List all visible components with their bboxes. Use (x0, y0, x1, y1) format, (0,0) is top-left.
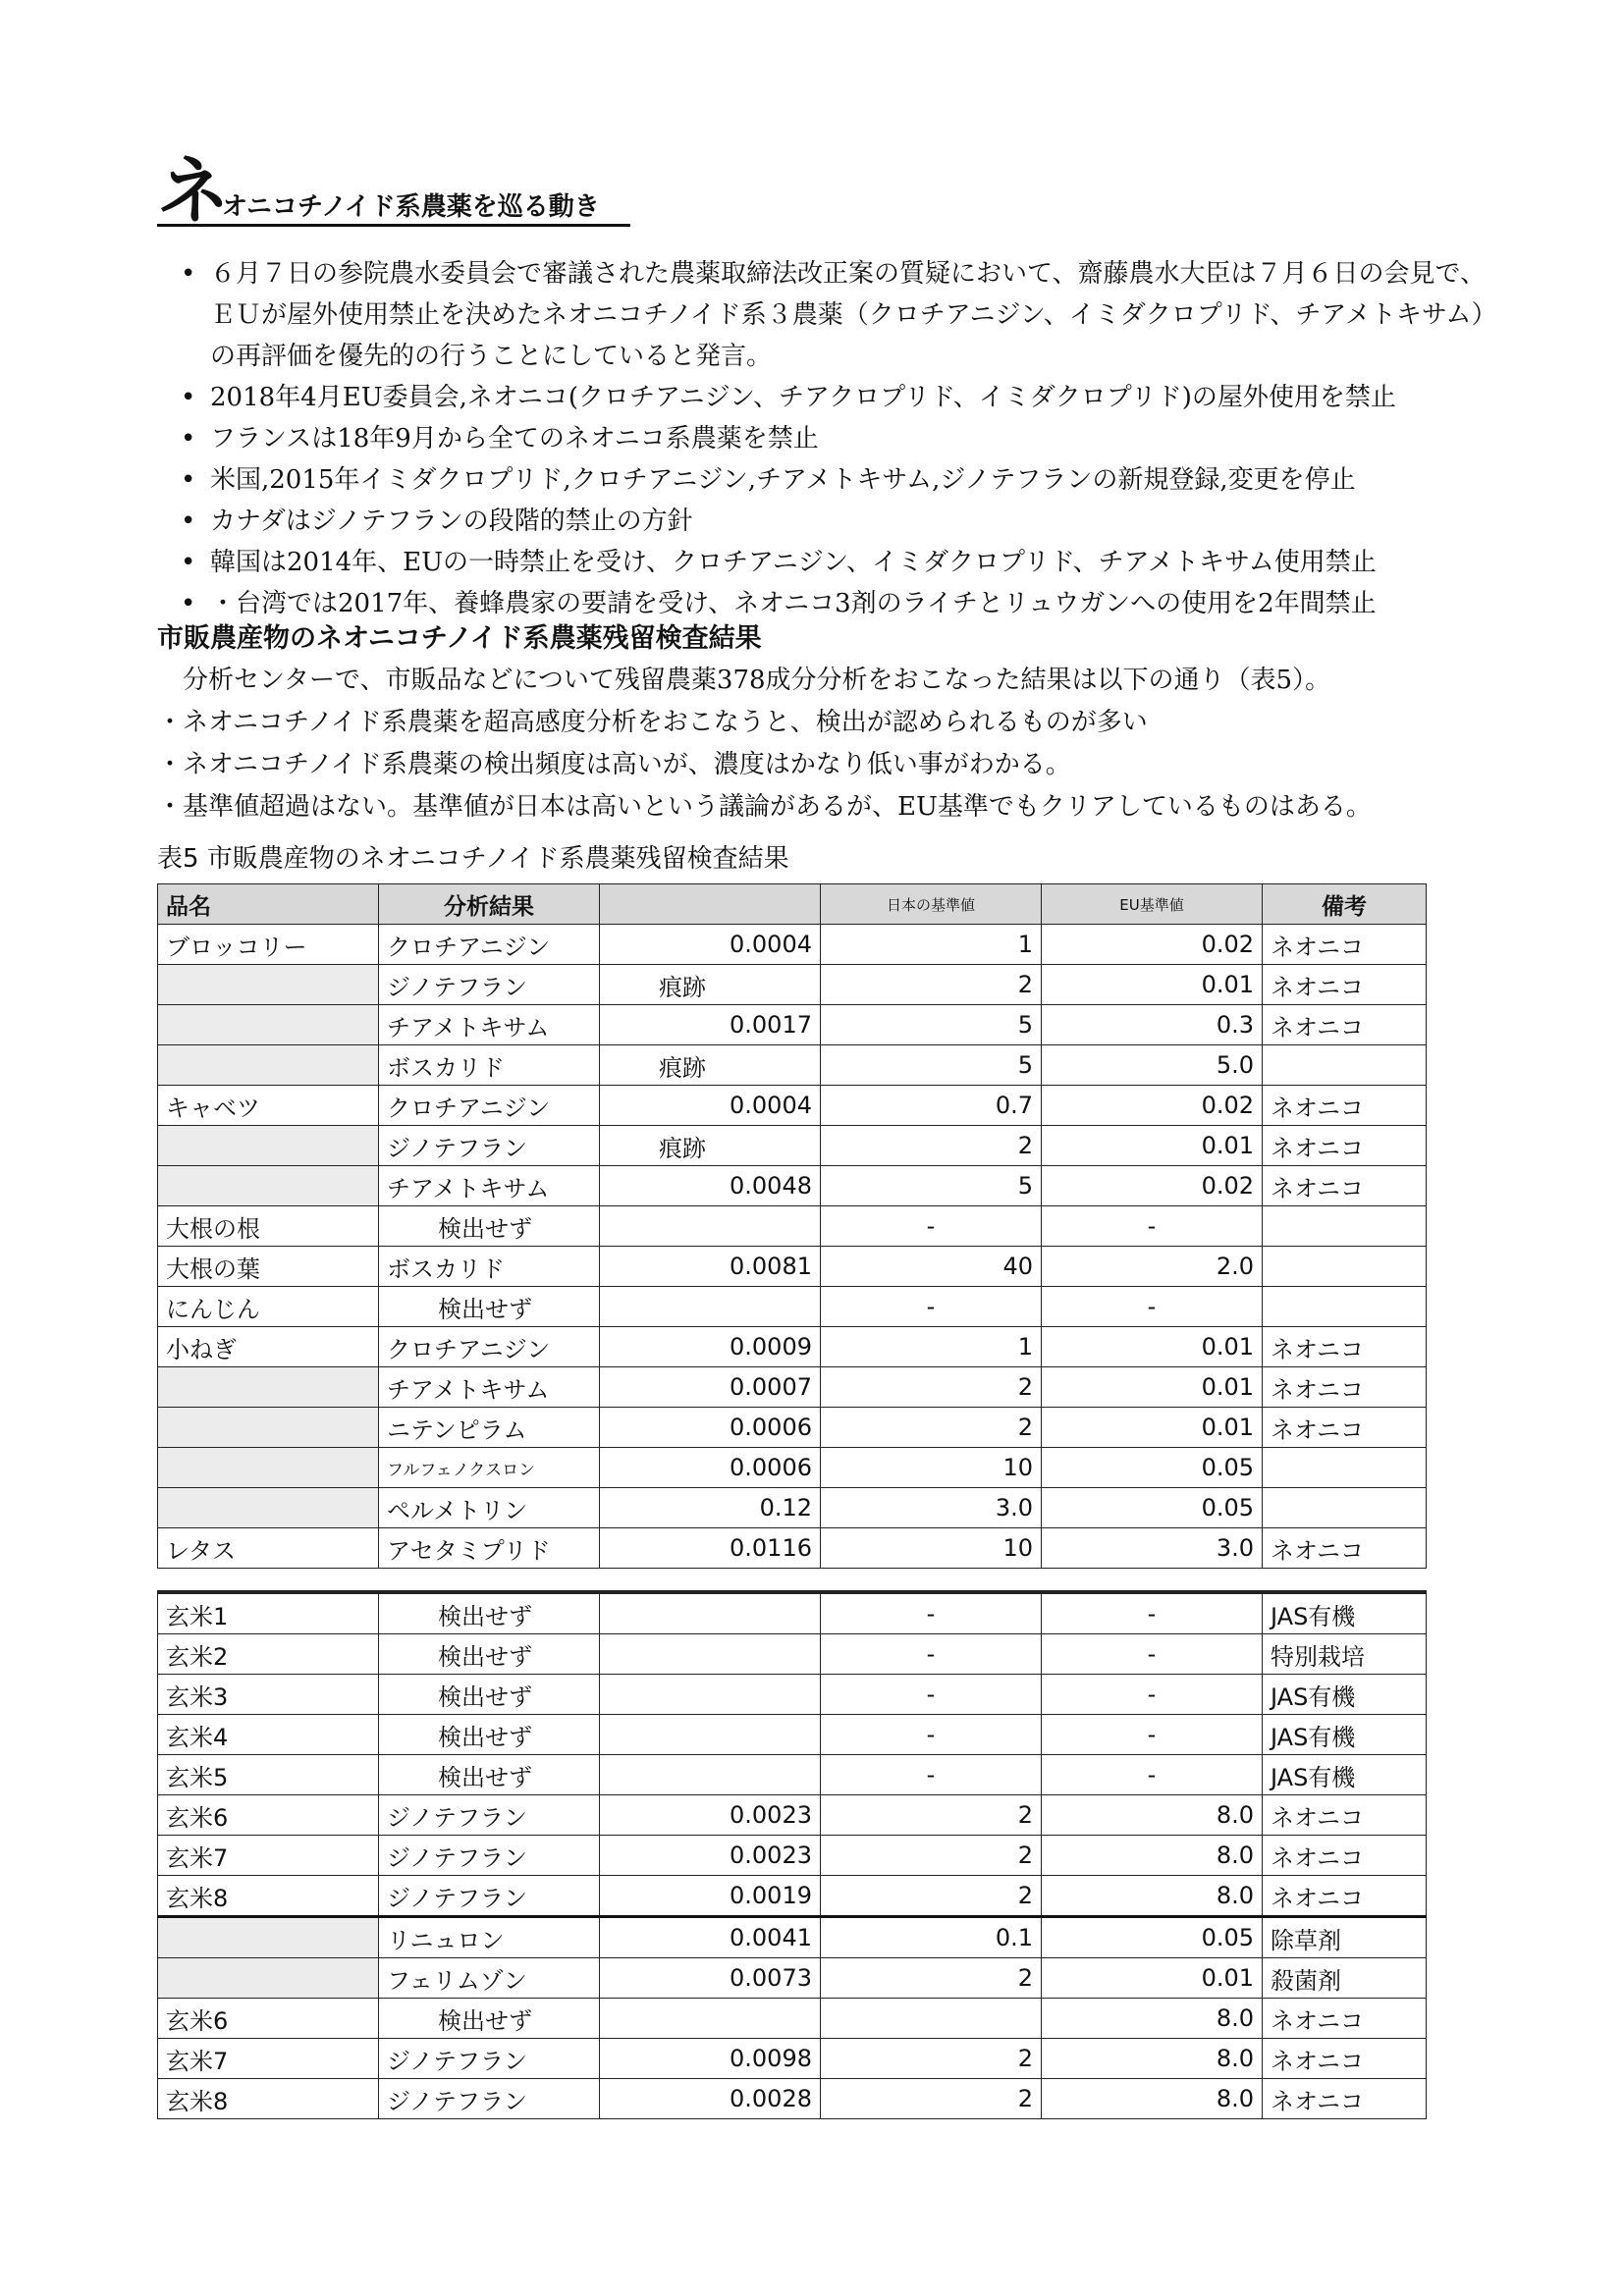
cell-note: ネオニコ (1263, 2079, 1427, 2119)
cell-eu-standard: 8.0 (1042, 2039, 1263, 2079)
cell-japan-standard: 2 (821, 1795, 1042, 1836)
cell-product: 玄米7 (158, 2039, 379, 2079)
cell-value (600, 1287, 821, 1327)
cell-product: ブロッコリー (158, 925, 379, 965)
bullet-icon: • (181, 383, 196, 412)
cell-pesticide: 検出せず (379, 1634, 600, 1675)
cell-eu-standard: - (1042, 1206, 1263, 1247)
cell-note: ネオニコ (1263, 1005, 1427, 1045)
cell-japan-standard: 2 (821, 1958, 1042, 1999)
bullet-text: ６月７日の参院農水委員会で審議された農薬取締法改正案の質疑において、齋藤農水大臣は７月６日の会見で、ＥＵが屋外使用禁止を決めたネオニコチノイド系３農薬（クロチアニジン、イミダクロプリド、チアメトキサム）の再評価を優先的の行うことにしていると発言。 (210, 259, 1497, 371)
header-name: 品名 (158, 884, 379, 925)
cell-eu-standard: 0.05 (1042, 1448, 1263, 1488)
table-row (158, 1005, 1427, 1045)
cell-note: ネオニコ (1263, 1086, 1427, 1126)
bullet-icon: • (181, 548, 196, 577)
cell-note: ネオニコ (1263, 1166, 1427, 1206)
cell-eu-standard: 8.0 (1042, 2079, 1263, 2119)
cell-product: 玄米6 (158, 1795, 379, 1836)
cell-pesticide: アセタミプリド (379, 1528, 600, 1569)
bullet-item (181, 459, 1498, 501)
bullet-item (181, 542, 1498, 583)
cell-eu-standard: 0.01 (1042, 1126, 1263, 1166)
cell-japan-standard: 2 (821, 2079, 1042, 2119)
cell-pesticide: フェリムゾン (379, 1958, 600, 1999)
cell-japan-standard: 2 (821, 965, 1042, 1005)
page-title (157, 149, 630, 234)
cell-eu-standard: 0.05 (1042, 1917, 1263, 1958)
cell-note: ネオニコ (1263, 1367, 1427, 1408)
cell-pesticide: ジノテフラン (379, 2079, 600, 2119)
cell-japan-standard: 5 (821, 1005, 1042, 1045)
cell-pesticide: 検出せず (379, 1592, 600, 1634)
cell-value: 0.0019 (600, 1876, 821, 1917)
cell-pesticide: 検出せず (379, 1287, 600, 1327)
cell-japan-standard: - (821, 1634, 1042, 1675)
cell-value: 0.0006 (600, 1408, 821, 1448)
cell-pesticide: ジノテフラン (379, 1876, 600, 1917)
cell-value (600, 1206, 821, 1247)
bullet-icon: • (181, 465, 196, 495)
cell-product: 玄米8 (158, 2079, 379, 2119)
cell-pesticide: ジノテフラン (379, 1795, 600, 1836)
table-row (158, 1206, 1427, 1247)
title-first-char: ネ (157, 149, 230, 234)
header-value (600, 884, 821, 925)
cell-value: 0.0023 (600, 1795, 821, 1836)
cell-product: 小ねぎ (158, 1327, 379, 1367)
cell-japan-standard: 2 (821, 1367, 1042, 1408)
cell-note (1263, 1247, 1427, 1287)
table-row (158, 2039, 1427, 2079)
cell-product: 玄米4 (158, 1715, 379, 1755)
cell-product (158, 965, 379, 1005)
bullet-text: 米国,2015年イミダクロプリド,クロチアニジン,チアメトキサム,ジノテフランの新規登録,変更を停止 (210, 465, 1356, 495)
header-note: 備考 (1263, 884, 1427, 925)
cell-eu-standard: 0.02 (1042, 1086, 1263, 1126)
cell-japan-standard: 3.0 (821, 1488, 1042, 1528)
cell-note: JAS有機 (1263, 1715, 1427, 1755)
cell-value: 痕跡 (600, 1045, 821, 1086)
cell-note (1263, 1448, 1427, 1488)
bullet-item (181, 377, 1498, 418)
bullet-text: 韓国は2014年、EUの一時禁止を受け、クロチアニジン、イミダクロプリド、チアメトキサム使用禁止 (210, 548, 1377, 577)
cell-value (600, 1755, 821, 1795)
cell-japan-standard: 40 (821, 1247, 1042, 1287)
cell-note: JAS有機 (1263, 1675, 1427, 1715)
cell-pesticide: フルフェノクスロン (379, 1448, 600, 1488)
cell-value: 0.0009 (600, 1327, 821, 1367)
cell-note: JAS有機 (1263, 1755, 1427, 1795)
table-row (158, 1086, 1427, 1126)
bullet-item (181, 253, 1498, 377)
cell-value: 痕跡 (600, 965, 821, 1005)
cell-value: 0.0041 (600, 1917, 821, 1958)
table-row (158, 1755, 1427, 1795)
cell-note (1263, 1045, 1427, 1086)
cell-eu-standard: - (1042, 1755, 1263, 1795)
cell-japan-standard: 2 (821, 1836, 1042, 1876)
section-heading: 市販農産物のネオニコチノイド系農薬残留検査結果 (157, 623, 762, 654)
section-point: ・基準値超過はない。基準値が日本は高いという議論があるが、EU基準でもクリアしているものはある。 (157, 792, 1372, 822)
cell-japan-standard: 2 (821, 2039, 1042, 2079)
cell-value (600, 1634, 821, 1675)
cell-product: にんじん (158, 1287, 379, 1327)
cell-value: 0.0028 (600, 2079, 821, 2119)
table-row (158, 1917, 1427, 1958)
header-result: 分析結果 (379, 884, 600, 925)
cell-value: 0.0004 (600, 925, 821, 965)
header-eu-standard: EU基準値 (1042, 884, 1263, 925)
cell-eu-standard: 8.0 (1042, 1999, 1263, 2039)
cell-pesticide: リニュロン (379, 1917, 600, 1958)
cell-japan-standard: 1 (821, 1327, 1042, 1367)
cell-product: 玄米2 (158, 1634, 379, 1675)
cell-pesticide: ジノテフラン (379, 2039, 600, 2079)
cell-product (158, 1408, 379, 1448)
table-body (158, 925, 1427, 1569)
cell-product (158, 1917, 379, 1958)
bullet-icon: • (181, 424, 196, 454)
table-row (158, 1126, 1427, 1166)
cell-product: 玄米6 (158, 1999, 379, 2039)
cell-note (1263, 1287, 1427, 1327)
table-row (158, 1488, 1427, 1528)
cell-product (158, 1005, 379, 1045)
cell-eu-standard: - (1042, 1634, 1263, 1675)
cell-value: 0.0017 (600, 1005, 821, 1045)
bullet-text: カナダはジノテフランの段階的禁止の方針 (210, 507, 693, 536)
residue-table-brown-rice (157, 1590, 1427, 2119)
cell-pesticide: ペルメトリン (379, 1488, 600, 1528)
cell-pesticide: 検出せず (379, 1755, 600, 1795)
cell-product: 玄米1 (158, 1592, 379, 1634)
cell-product: 玄米7 (158, 1836, 379, 1876)
table-row (158, 1634, 1427, 1675)
table-header-row (158, 884, 1427, 925)
cell-note: ネオニコ (1263, 1876, 1427, 1917)
cell-product (158, 1045, 379, 1086)
cell-pesticide: チアメトキサム (379, 1367, 600, 1408)
cell-note: ネオニコ (1263, 1408, 1427, 1448)
bullet-icon: • (181, 259, 196, 289)
title-text: オニコチノイド系農薬を巡る動き (222, 192, 600, 222)
table-row (158, 1876, 1427, 1917)
cell-eu-standard: 8.0 (1042, 1836, 1263, 1876)
cell-eu-standard: 3.0 (1042, 1528, 1263, 1569)
cell-japan-standard: 1 (821, 925, 1042, 965)
cell-pesticide: クロチアニジン (379, 1086, 600, 1126)
cell-pesticide: ニテンピラム (379, 1408, 600, 1448)
cell-pesticide: ジノテフラン (379, 1126, 600, 1166)
cell-eu-standard: 0.01 (1042, 1958, 1263, 1999)
cell-product: キャベツ (158, 1086, 379, 1126)
cell-japan-standard: - (821, 1715, 1042, 1755)
cell-eu-standard: 0.02 (1042, 925, 1263, 965)
cell-product (158, 1126, 379, 1166)
cell-eu-standard: 0.3 (1042, 1005, 1263, 1045)
table-row (158, 1958, 1427, 1999)
cell-eu-standard: - (1042, 1715, 1263, 1755)
bullet-text: 2018年4月EU委員会,ネオニコ(クロチアニジン、チアクロプリド、イミダクロプリド)の屋外使用を禁止 (210, 383, 1396, 412)
table-row (158, 1836, 1427, 1876)
cell-japan-standard: 2 (821, 1408, 1042, 1448)
cell-note: ネオニコ (1263, 965, 1427, 1005)
cell-japan-standard: 2 (821, 1876, 1042, 1917)
cell-value (600, 1715, 821, 1755)
table-caption: 表5 市販農産物のネオニコチノイド系農薬残留検査結果 (157, 844, 789, 874)
cell-note: JAS有機 (1263, 1592, 1427, 1634)
cell-eu-standard: 5.0 (1042, 1045, 1263, 1086)
cell-product (158, 1958, 379, 1999)
cell-pesticide: ジノテフラン (379, 965, 600, 1005)
cell-product (158, 1488, 379, 1528)
bullet-text: フランスは18年9月から全てのネオニコ系農薬を禁止 (210, 424, 819, 454)
cell-product: 玄米5 (158, 1755, 379, 1795)
table-row (158, 1999, 1427, 2039)
cell-value: 0.0116 (600, 1528, 821, 1569)
cell-note: ネオニコ (1263, 1795, 1427, 1836)
cell-pesticide: 検出せず (379, 1206, 600, 1247)
cell-note: ネオニコ (1263, 1999, 1427, 2039)
residue-table-vegetables (157, 883, 1427, 1569)
cell-value (600, 1592, 821, 1634)
cell-value: 0.0073 (600, 1958, 821, 1999)
cell-japan-standard: 0.7 (821, 1086, 1042, 1126)
table-row (158, 1327, 1427, 1367)
cell-product: 玄米3 (158, 1675, 379, 1715)
bullet-item (181, 501, 1498, 542)
cell-value: 0.0081 (600, 1247, 821, 1287)
cell-eu-standard: 8.0 (1042, 1795, 1263, 1836)
cell-japan-standard: 10 (821, 1448, 1042, 1488)
table-row (158, 1448, 1427, 1488)
cell-product: 大根の葉 (158, 1247, 379, 1287)
section-intro: 分析センターで、市販品などについて残留農薬378成分分析をおこなった結果は以下の通り（表5）。 (183, 666, 1331, 695)
cell-value: 0.12 (600, 1488, 821, 1528)
section-point: ・ネオニコチノイド系農薬を超高感度分析をおこなうと、検出が認められるものが多い (157, 708, 1148, 737)
cell-eu-standard: - (1042, 1287, 1263, 1327)
cell-value: 0.0048 (600, 1166, 821, 1206)
cell-eu-standard: 0.01 (1042, 1408, 1263, 1448)
header-japan-standard: 日本の基準値 (821, 884, 1042, 925)
cell-pesticide: ボスカリド (379, 1045, 600, 1086)
cell-eu-standard: 0.01 (1042, 965, 1263, 1005)
cell-pesticide: クロチアニジン (379, 1327, 600, 1367)
section-body (157, 660, 1532, 828)
table-row (158, 1247, 1427, 1287)
table-row (158, 1287, 1427, 1327)
cell-japan-standard: 10 (821, 1528, 1042, 1569)
table-row (158, 2079, 1427, 2119)
cell-product: 大根の根 (158, 1206, 379, 1247)
cell-product (158, 1166, 379, 1206)
cell-japan-standard: - (821, 1287, 1042, 1327)
table-row (158, 965, 1427, 1005)
section-point: ・ネオニコチノイド系農薬の検出頻度は高いが、濃度はかなり低い事がわかる。 (157, 750, 1071, 779)
cell-note: ネオニコ (1263, 1126, 1427, 1166)
cell-japan-standard: - (821, 1755, 1042, 1795)
cell-note: ネオニコ (1263, 1836, 1427, 1876)
cell-note: ネオニコ (1263, 1327, 1427, 1367)
table-row (158, 1675, 1427, 1715)
cell-value: 0.0006 (600, 1448, 821, 1488)
bullet-text: ・台湾では2017年、養蜂農家の要請を受け、ネオニコ3剤のライチとリュウガンへの使用を2年間禁止 (210, 589, 1377, 618)
cell-value: 0.0098 (600, 2039, 821, 2079)
cell-product (158, 1448, 379, 1488)
cell-note (1263, 1488, 1427, 1528)
cell-eu-standard: - (1042, 1675, 1263, 1715)
cell-pesticide: チアメトキサム (379, 1005, 600, 1045)
cell-product: 玄米8 (158, 1876, 379, 1917)
table-row (158, 925, 1427, 965)
cell-pesticide: チアメトキサム (379, 1166, 600, 1206)
table-row (158, 1166, 1427, 1206)
cell-pesticide: 検出せず (379, 1999, 600, 2039)
bullet-icon: • (181, 589, 196, 618)
cell-japan-standard (821, 1999, 1042, 2039)
table-row (158, 1045, 1427, 1086)
cell-japan-standard: 5 (821, 1166, 1042, 1206)
table-row (158, 1795, 1427, 1836)
cell-pesticide: クロチアニジン (379, 925, 600, 965)
cell-eu-standard: 8.0 (1042, 1876, 1263, 1917)
cell-note: 特別栽培 (1263, 1634, 1427, 1675)
cell-pesticide: 検出せず (379, 1715, 600, 1755)
cell-note: ネオニコ (1263, 2039, 1427, 2079)
cell-product: レタス (158, 1528, 379, 1569)
cell-value (600, 1675, 821, 1715)
cell-note (1263, 1206, 1427, 1247)
cell-eu-standard: 0.01 (1042, 1327, 1263, 1367)
cell-value: 0.0023 (600, 1836, 821, 1876)
cell-note: 除草剤 (1263, 1917, 1427, 1958)
cell-eu-standard: 0.01 (1042, 1367, 1263, 1408)
table-row (158, 1367, 1427, 1408)
cell-value (600, 1999, 821, 2039)
cell-value: 0.0004 (600, 1086, 821, 1126)
cell-japan-standard: - (821, 1206, 1042, 1247)
cell-value: 0.0007 (600, 1367, 821, 1408)
cell-pesticide: ジノテフラン (379, 1836, 600, 1876)
table-row (158, 1715, 1427, 1755)
cell-note: 殺菌剤 (1263, 1958, 1427, 1999)
table-row (158, 1408, 1427, 1448)
cell-japan-standard: 5 (821, 1045, 1042, 1086)
table-row (158, 1592, 1427, 1634)
table-row (158, 1528, 1427, 1569)
cell-eu-standard: - (1042, 1592, 1263, 1634)
cell-eu-standard: 0.02 (1042, 1166, 1263, 1206)
cell-eu-standard: 0.05 (1042, 1488, 1263, 1528)
cell-eu-standard: 2.0 (1042, 1247, 1263, 1287)
table-body (158, 1592, 1427, 2119)
bullet-item (181, 418, 1498, 459)
cell-japan-standard: 0.1 (821, 1917, 1042, 1958)
cell-japan-standard: - (821, 1675, 1042, 1715)
cell-pesticide: ボスカリド (379, 1247, 600, 1287)
cell-value: 痕跡 (600, 1126, 821, 1166)
bullet-icon: • (181, 507, 196, 536)
news-bullet-list (181, 253, 1498, 624)
cell-japan-standard: - (821, 1592, 1042, 1634)
cell-pesticide: 検出せず (379, 1675, 600, 1715)
cell-product (158, 1367, 379, 1408)
cell-japan-standard: 2 (821, 1126, 1042, 1166)
cell-note: ネオニコ (1263, 925, 1427, 965)
cell-note: ネオニコ (1263, 1528, 1427, 1569)
